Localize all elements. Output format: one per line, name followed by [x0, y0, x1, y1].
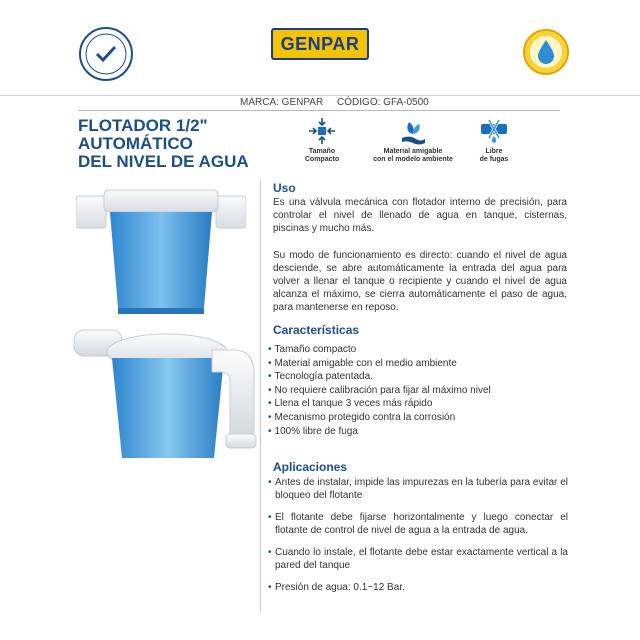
- list-item: • Presión de agua: 0.1~12 Bar.: [268, 581, 568, 594]
- feature-eco-label-2: con el modelo ambiente: [373, 156, 453, 163]
- product-image-side: [72, 322, 262, 467]
- list-item: • Tamaño compacto: [268, 343, 568, 357]
- water-drop-seal-icon: [522, 28, 570, 76]
- title-line-2: AUTOMÁTICO: [78, 134, 193, 153]
- list-item: • No requiere calibración para fijar al máximo nivel: [268, 384, 568, 398]
- list-item: • Material amigable con el medio ambiente: [268, 357, 568, 371]
- header-divider: [0, 95, 640, 96]
- list-item: • Tecnología patentada.: [268, 370, 568, 384]
- list-item: • 100% libre de fuga: [268, 425, 568, 439]
- eco-friendly-icon: [398, 116, 428, 146]
- feature-eco-label-1: Material amigable: [383, 148, 443, 155]
- title-line-1: FLOTADOR 1/2": [78, 116, 208, 135]
- feature-leak-free: [449, 116, 539, 164]
- title-line-3: DEL NIVEL DE AGUA: [78, 152, 249, 171]
- uso-paragraph-1: Es una válvula mecánica con flotador interno de precisión, para controlar el nivel de llenado de agua en tanque, cisternas, piscinas y mucho más.: [273, 197, 567, 234]
- brand-code-line: MARCA: GENPAR CÓDIGO: GFA-0500: [240, 97, 429, 108]
- compact-size-icon: [307, 116, 337, 146]
- caracteristicas-list: [268, 343, 568, 438]
- product-image-front: [76, 186, 246, 318]
- section-heading-aplicaciones: Aplicaciones: [273, 460, 348, 474]
- feature-compact-label-2: Compacto: [304, 156, 340, 163]
- section-heading-uso: Uso: [273, 181, 296, 195]
- quality-seal-icon: [78, 26, 134, 82]
- list-item: • El flotante debe fijarse horizontalmente y luego conectar el flotante de control de nivel de agua a la entrada de agua.: [268, 511, 568, 537]
- list-item: • Llena el tanque 3 veces más rápido: [268, 397, 568, 411]
- page-title: [78, 117, 249, 171]
- feature-eco: [368, 116, 458, 164]
- column-divider: [260, 180, 261, 612]
- brand-logo: [271, 28, 369, 60]
- list-item: • Mecanismo protegido contra la corrosión: [268, 411, 568, 425]
- leak-free-icon: [479, 116, 509, 146]
- title-divider: [78, 110, 560, 111]
- feature-leak-free-label-1: Libre: [485, 148, 503, 155]
- feature-compact: [277, 116, 367, 164]
- aplicaciones-list: [268, 476, 568, 603]
- feature-compact-label-1: Tamaño: [308, 148, 336, 155]
- section-heading-caracteristicas: Características: [273, 323, 360, 337]
- uso-paragraph-2: Su modo de funcionamiento es directo: cuando el nivel de agua desciende, se abre automáticamente la entrada del agua para volver a llenar el tanque o recipiente y cuando el nivel de agua alcanza el máximo, se cierra automáticamente el paso de agua, para mantenerse en reposo.: [273, 250, 567, 313]
- list-item: • Antes de instalar, impide las impurezas en la tubería para evitar el bloqueo del flotante: [268, 476, 568, 502]
- list-item: • Cuando lo instale, el flotante debe estar exactamente vertical a la pared del tanque: [268, 546, 568, 572]
- brand-logo-text: GENPAR: [280, 33, 360, 54]
- feature-leak-free-label-2: de fugas: [479, 156, 509, 163]
